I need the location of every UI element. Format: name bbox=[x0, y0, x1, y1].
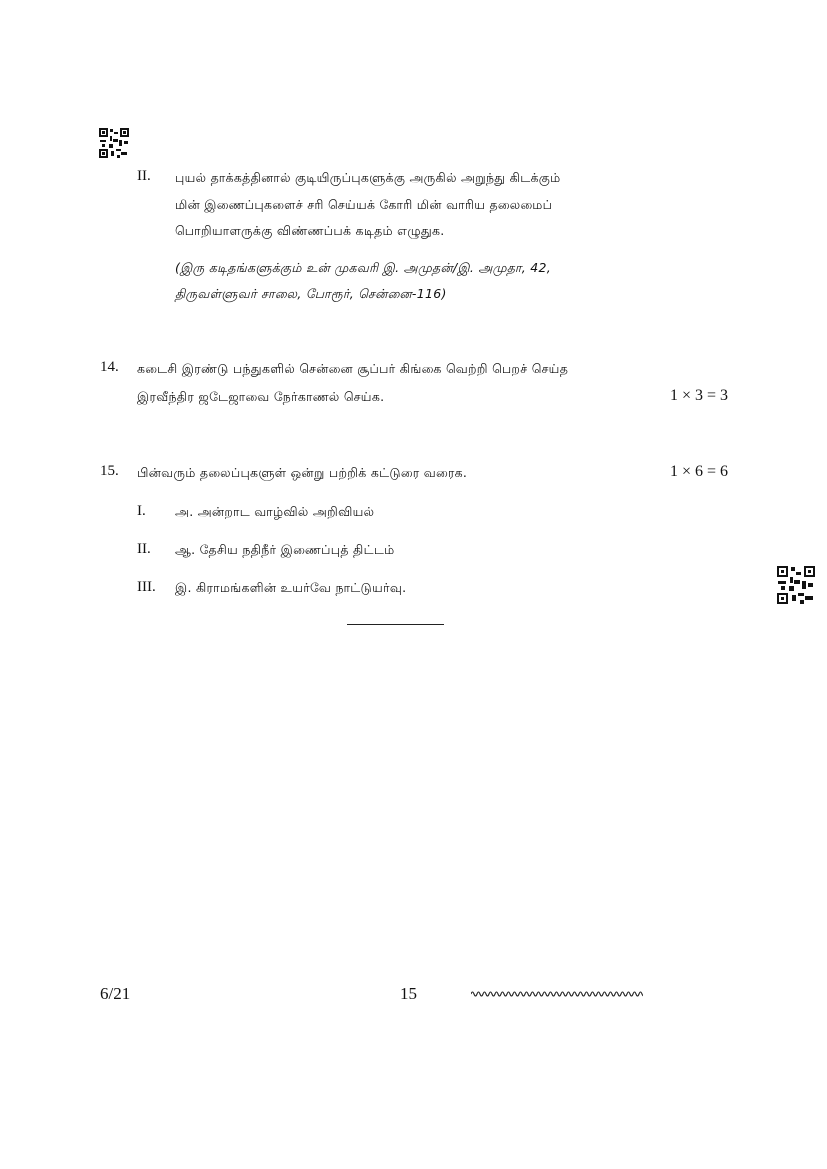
q14-line-1: கடைசி இரண்டு பந்துகளில் சென்னை சூப்பர் கிங்கை வெற்றி பெறச் செய்த bbox=[137, 361, 569, 376]
q13-line-3: பொறியாளருக்கு விண்ணப்பக் கடிதம் எழுதுக. bbox=[175, 223, 445, 238]
qr-code-top bbox=[99, 128, 129, 158]
qr-code-right bbox=[777, 566, 815, 604]
wavy-line bbox=[471, 989, 643, 999]
q15-option-2-text: ஆ. தேசிய நதிநீர் இணைப்புத் திட்டம் bbox=[175, 542, 395, 557]
q15-option-1-label: I. bbox=[137, 503, 146, 519]
q13-line-2: மின் இணைப்புகளைச் சரி செய்யக் கோரி மின் வாரிய தலைமைப் bbox=[175, 197, 553, 212]
q15-option-3-text: இ. கிராமங்களின் உயர்வே நாட்டுயர்வு. bbox=[175, 580, 407, 595]
q15-option-3-label: III. bbox=[137, 579, 156, 595]
q14-line-2: இரவீந்திர ஜடேஜாவை நேர்காணல் செய்க. bbox=[137, 389, 385, 404]
q15-option-1-text: அ. அன்றாட வாழ்வில் அறிவியல் bbox=[175, 504, 375, 519]
q14-marks: 1 × 3 = 3 bbox=[669, 387, 728, 404]
q13-note-line-1: (இரு கடிதங்களுக்கும் உன் முகவரி இ. அமுதன்/இ. அமுதா, 42, bbox=[175, 260, 552, 275]
q15-marks: 1 × 6 = 6 bbox=[669, 463, 728, 480]
q13-note-line-2: திருவள்ளுவர் சாலை, போரூர், சென்னை-116) bbox=[175, 286, 447, 301]
page-number: 15 bbox=[400, 984, 417, 1003]
q13-sub-label: II. bbox=[137, 168, 151, 184]
q15-option-2-label: II. bbox=[137, 541, 151, 557]
end-rule bbox=[347, 624, 444, 625]
q15-text: பின்வரும் தலைப்புகளுள் ஒன்று பற்றிக் கட்டுரை வரைக. bbox=[137, 465, 468, 480]
q13-line-1: புயல் தாக்கத்தினால் குடியிருப்புகளுக்கு அருகில் அறுந்து கிடக்கும் bbox=[175, 170, 561, 185]
q15-number: 15. bbox=[100, 463, 119, 479]
paper-code: 6/21 bbox=[100, 984, 131, 1003]
q14-number: 14. bbox=[100, 359, 119, 375]
